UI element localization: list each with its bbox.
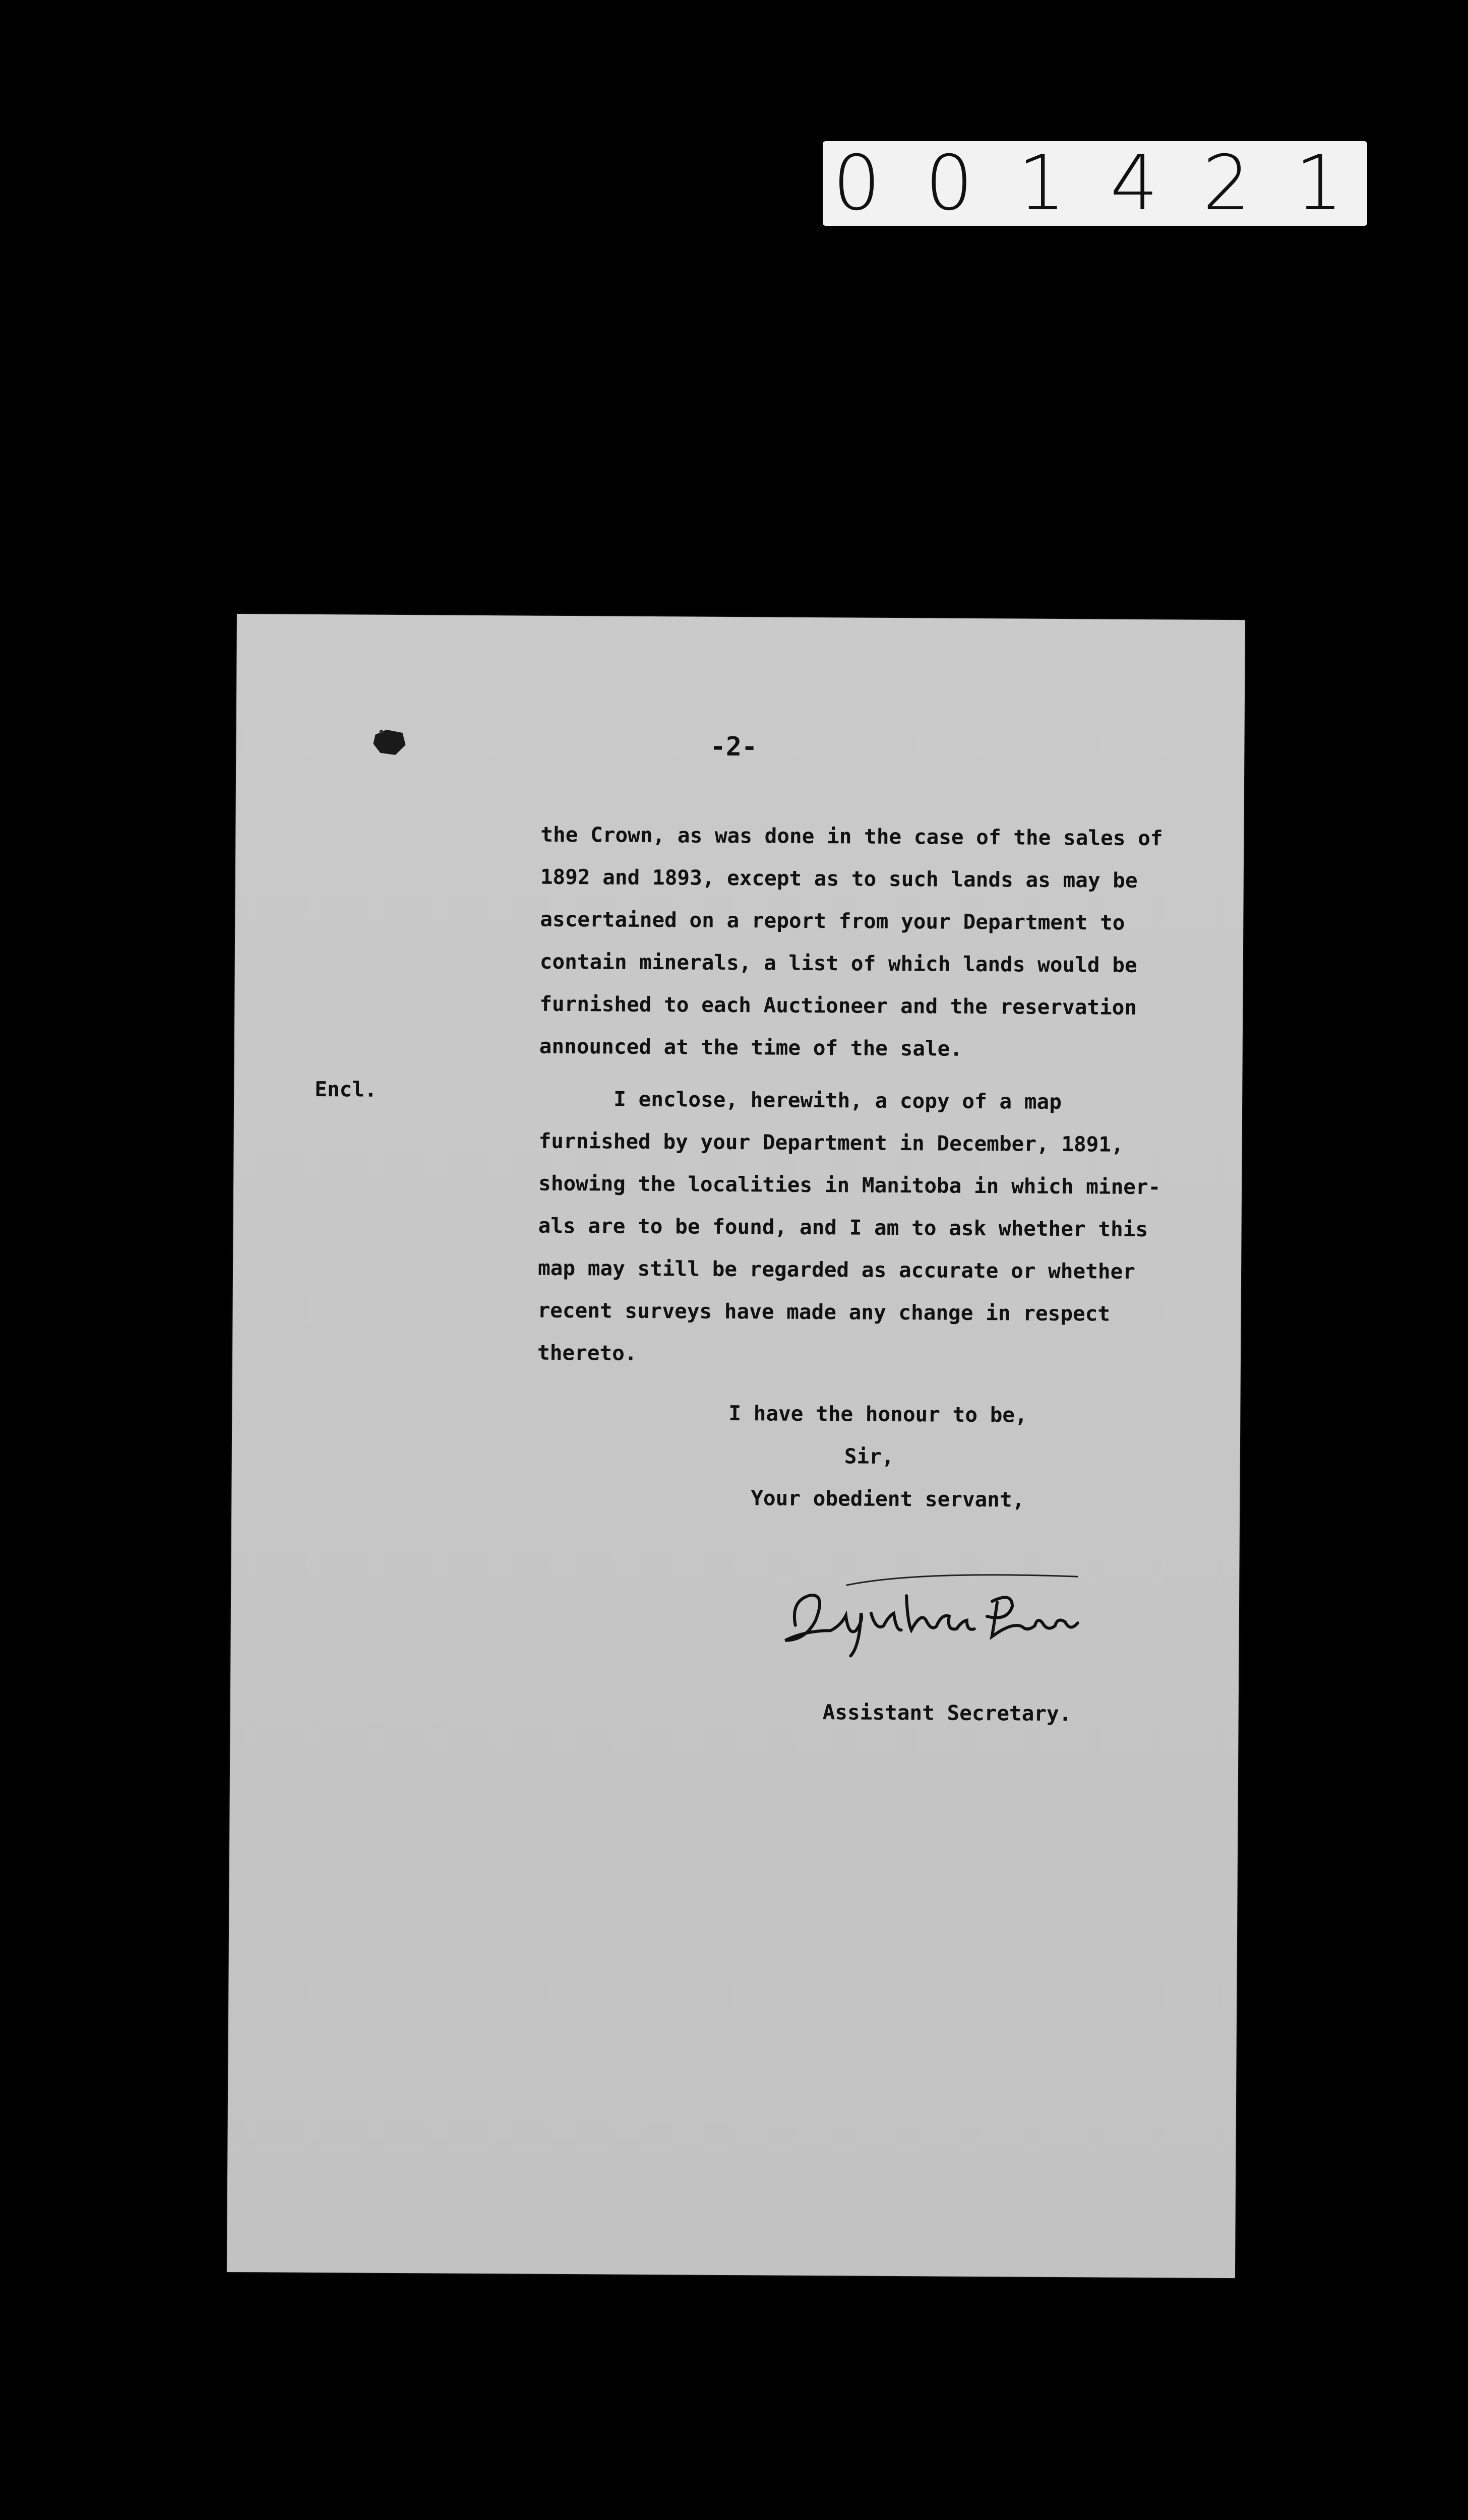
closing-line: I have the honour to be, xyxy=(728,1401,1027,1427)
signatory-title: Assistant Secretary. xyxy=(822,1700,1072,1726)
frame-number-label: 001421 xyxy=(823,141,1367,226)
paragraph-line: contain minerals, a list of which lands would be xyxy=(539,949,1137,977)
paragraph-line: thereto. xyxy=(537,1340,637,1365)
paragraph-line: furnished by your Department in December, 1891, xyxy=(538,1128,1124,1157)
paragraph-line: map may still be regarded as accurate or whether xyxy=(537,1255,1136,1284)
closing-line: Your obedient servant, xyxy=(751,1486,1025,1512)
letter-page xyxy=(227,614,1245,2278)
paragraph-line: furnished to each Auctioneer and the reservation xyxy=(539,991,1137,1020)
salutation: Sir, xyxy=(844,1444,894,1469)
paragraph-line: als are to be found, and I am to ask whether this xyxy=(538,1213,1148,1242)
paragraph-line: announced at the time of the sale. xyxy=(539,1034,963,1061)
paragraph-line: 1892 and 1893, except as to such lands as may be xyxy=(540,864,1138,893)
paragraph-line: showing the localities in Manitoba in which miner- xyxy=(538,1171,1161,1200)
page-number: -2- xyxy=(710,731,758,763)
paragraph-line: recent surveys have made any change in respect xyxy=(537,1298,1111,1326)
enclosure-note: Encl. xyxy=(315,1077,377,1102)
handwritten-signature xyxy=(775,1565,1088,1663)
punch-mark-icon xyxy=(371,728,407,757)
paragraph-line: the Crown, as was done in the case of the sales of xyxy=(540,822,1163,851)
paragraph-2 xyxy=(537,1078,1225,1378)
paragraph-line: ascertained on a report from your Department to xyxy=(540,907,1125,935)
paragraph-1 xyxy=(539,813,1227,1072)
paragraph-line: I enclose, herewith, a copy of a map xyxy=(538,1086,1062,1114)
